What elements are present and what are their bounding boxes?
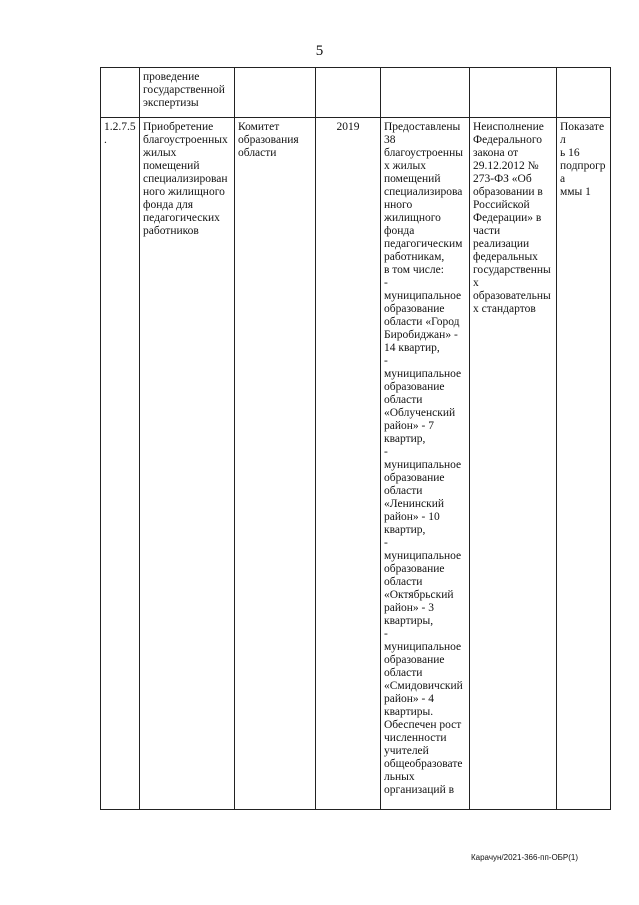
cell-consequences: Неисполнение Федерального закона от 29.12.2012 № 273-ФЗ «Об образовании в Российской Федерации» в части реализации федеральных государственны х образовательны х стандартов bbox=[470, 118, 557, 810]
cell-expected-result bbox=[381, 68, 470, 118]
cell-year: 2019 bbox=[316, 118, 381, 810]
page-number: 5 bbox=[315, 43, 324, 59]
cell-year bbox=[316, 68, 381, 118]
document-code: Карачун/2021-366-пп-ОБР(1) bbox=[471, 853, 579, 862]
cell-event-name: проведение государственной экспертизы bbox=[140, 68, 235, 118]
document-table bbox=[100, 67, 611, 810]
cell-number: 1.2.7.5 . bbox=[101, 118, 140, 810]
cell-consequences bbox=[470, 68, 557, 118]
cell-number bbox=[101, 68, 140, 118]
cell-event-name: Приобретение благоустроенных жилых помещений специализирован ного жилищного фонда для педагогических работников bbox=[140, 118, 235, 810]
cell-indicator bbox=[557, 68, 611, 118]
table-row-main bbox=[101, 118, 611, 810]
cell-indicator: Показател ь 16 подпрогра ммы 1 bbox=[557, 118, 611, 810]
cell-executor: Комитет образования области bbox=[235, 118, 316, 810]
table-row-continuation bbox=[101, 68, 611, 118]
cell-expected-result: Предоставлены 38 благоустроенны х жилых помещений специализирова нного жилищного фонда педагогическим работникам, в том числе: - муниципальное образование области «Город Биробиджан» - 14 квартир, - муниципальное образование области «Облученский район» - 7 квартир, - муниципальное образование области «Ленинский район» - 10 квартир, - муниципальное образование области «Октябрьский район» - 3 квартиры, - муниципальное образование области «Смидовичский район» - 4 квартиры. Обеспечен рост численности учителей общеобразовате льных организаций в bbox=[381, 118, 470, 810]
cell-executor bbox=[235, 68, 316, 118]
